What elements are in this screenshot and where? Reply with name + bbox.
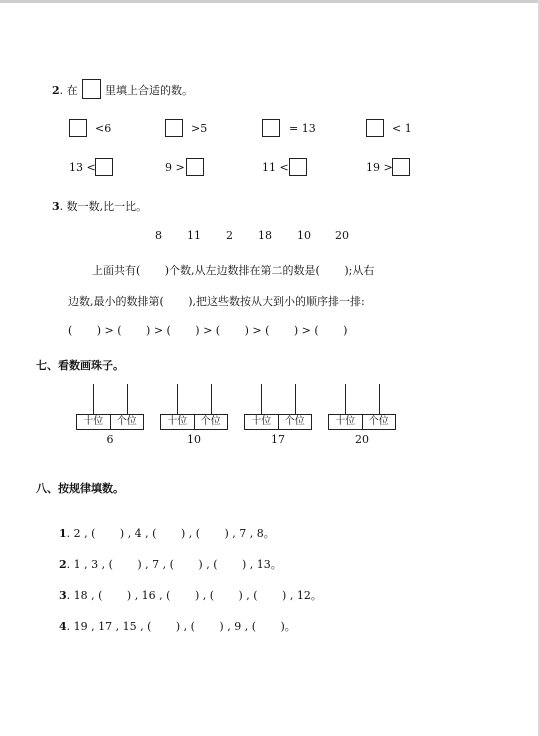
ones-label: 个位 [110,415,144,429]
q2-number: 2 [52,84,60,97]
ones-rod [379,384,380,414]
q2-example-box [82,79,101,99]
item-number: 3 [59,589,67,602]
item-text: . 1 , 3 , ( ) , 7 , ( ) , ( ) , 13。 [66,558,282,571]
tens-rod [93,384,94,414]
tens-label: 十位 [83,416,104,427]
comparison-label: <6 [95,122,112,135]
comparison-label: 9 > [165,161,185,174]
tens-label: 十位 [251,416,272,427]
tens-label: 十位 [335,416,356,427]
abacus-base [244,414,312,430]
abacus-base [160,414,228,430]
item-text: . 18 , ( ) , 16 , ( ) , ( ) , ( ) , 12。 [66,589,322,602]
ones-label: 个位 [362,415,396,429]
q3-heading [52,198,147,214]
item-number: 4 [59,620,67,633]
section-7-title: 七、看数画珠子。 [36,359,124,372]
abacus-base [76,414,144,430]
comparison-label: 13 < [69,161,96,174]
tens-label: 十位 [167,416,188,427]
abacus-value: 17 [271,433,285,446]
ones-rod [127,384,128,414]
abacus [328,384,396,446]
abacus-value: 6 [106,433,114,446]
page-top-border [0,0,540,3]
comparison-label: < 1 [392,122,412,135]
section-8-title: 八、按规律填数。 [36,482,124,495]
q2-text-before: . 在 [59,84,78,97]
item-text: . 2 , ( ) , 4 , ( ) , ( ) , 7 , 8。 [66,527,275,540]
tens-rod [345,384,346,414]
q3-line-3: ( ) > ( ) > ( ) > ( ) > ( ) > ( ) [68,324,348,337]
answer-box[interactable] [262,119,280,137]
tens-rod [177,384,178,414]
comparison-label: 19 > [366,161,393,174]
ones-rod [211,384,212,414]
abacus [76,384,144,446]
comparison-label: = 13 [289,122,316,135]
pattern-item-3 [52,574,322,603]
ones-label: 个位 [278,415,312,429]
answer-box[interactable] [165,119,183,137]
item-number: 2 [59,558,67,571]
abacus [160,384,228,446]
abacus [244,384,312,446]
comparison-label: 11 < [262,161,289,174]
abacus-base [328,414,396,430]
q3-number-item: 8 [155,229,162,242]
q3-number: 3 [52,200,60,213]
pattern-item-4 [52,605,296,634]
q2-heading [52,82,78,98]
answer-box[interactable] [186,158,204,176]
q3-number-item: 18 [258,229,272,242]
q2-text-after: 里填上合适的数。 [105,84,193,97]
answer-box[interactable] [289,158,307,176]
q3-number-item: 20 [335,229,349,242]
q3-line-1: 上面共有( )个数,从左边数排在第二的数是( );从右 [92,264,375,277]
item-text: . 19 , 17 , 15 , ( ) , ( ) , 9 , ( )。 [66,620,296,633]
q3-number-item: 2 [226,229,233,242]
q3-number-item: 11 [187,229,201,242]
pattern-item-2 [52,543,282,572]
pattern-item-1 [52,512,275,541]
answer-box[interactable] [366,119,384,137]
ones-label: 个位 [194,415,228,429]
abacus-value: 10 [187,433,201,446]
q3-text: . 数一数,比一比。 [59,200,148,213]
q3-line-2: 边数,最小的数排第( ),把这些数按从大到小的顺序排一排: [68,295,365,308]
q3-number-item: 10 [297,229,311,242]
answer-box[interactable] [392,158,410,176]
answer-box[interactable] [95,158,113,176]
comparison-label: >5 [191,122,208,135]
abacus-value: 20 [355,433,369,446]
tens-rod [261,384,262,414]
item-number: 1 [59,527,67,540]
ones-rod [295,384,296,414]
answer-box[interactable] [69,119,87,137]
